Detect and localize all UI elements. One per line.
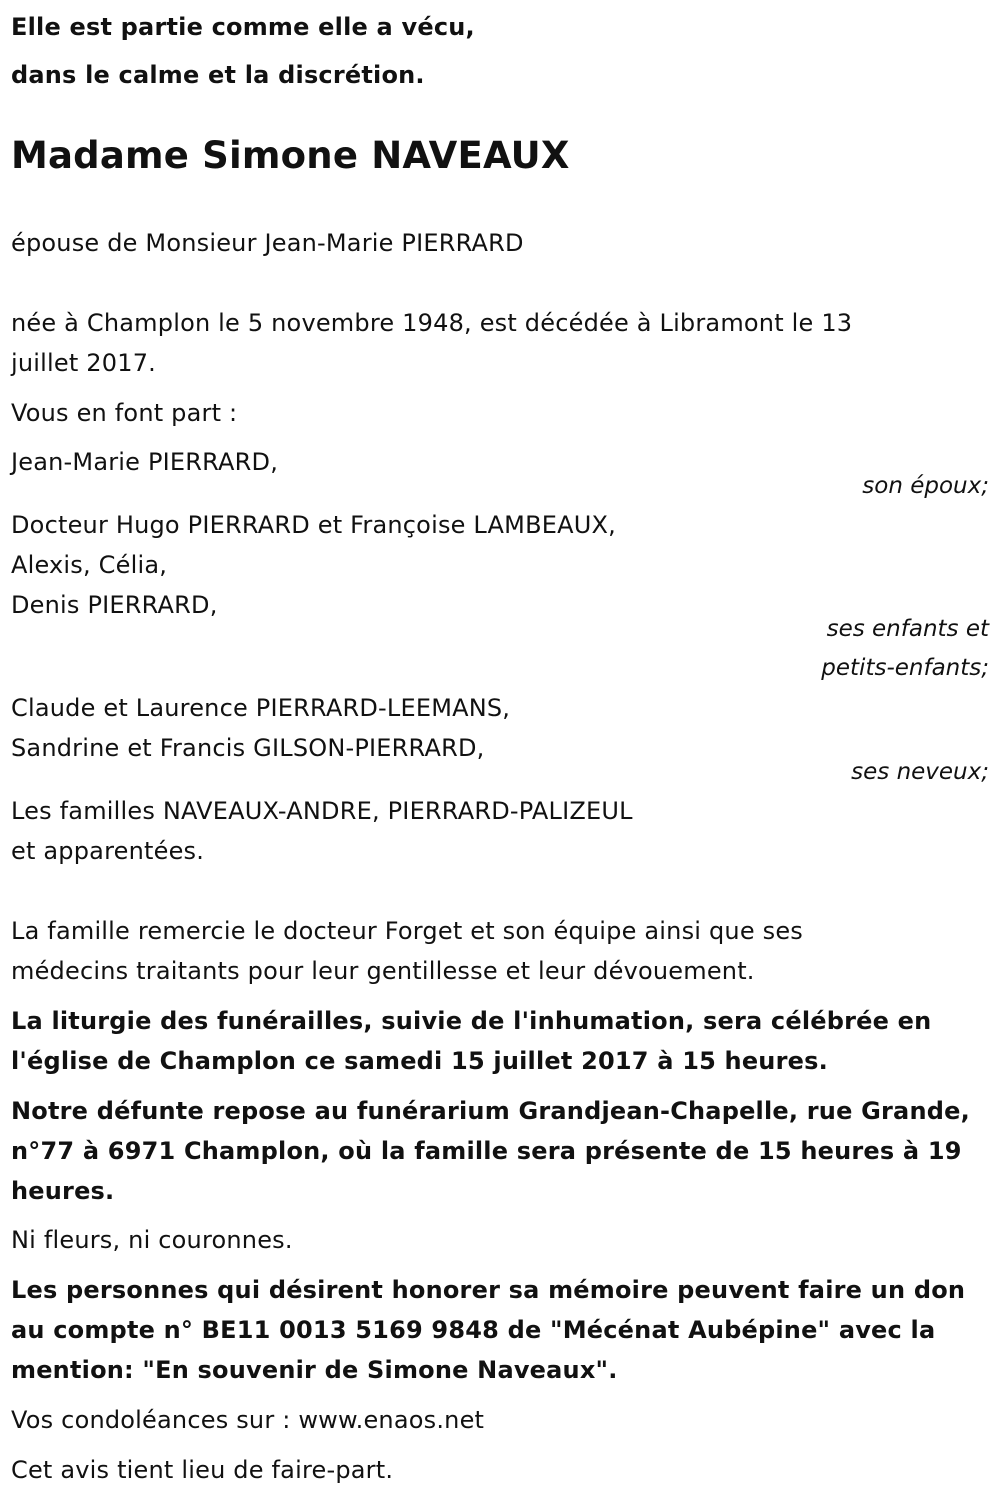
thanks-line-1: La famille remercie le docteur Forget et son équipe ainsi que ses [11,917,804,945]
family-relation: ses enfants et [826,616,989,642]
family-relation: son époux; [862,473,989,499]
family-name-line: Docteur Hugo PIERRARD et Françoise LAMBEAUX, [11,511,616,539]
family-name-line: Denis PIERRARD, [11,591,218,619]
spouse-line: épouse de Monsieur Jean-Marie PIERRARD [11,229,524,257]
family-relation: petits-enfants; [821,655,989,681]
donation-line-2: au compte n° BE11 0013 5169 9848 de "Mécénat Aubépine" avec la [11,1316,936,1344]
family-name-line: et apparentées. [11,837,205,865]
family-name-line: Sandrine et Francis GILSON-PIERRARD, [11,734,485,762]
family-relation: ses neveux; [851,759,989,785]
liturgy-line-1: La liturgie des funérailles, suivie de l'inhumation, sera célébrée en [11,1007,932,1035]
birth-death-line-2: juillet 2017. [11,349,156,377]
closing-line: Cet avis tient lieu de faire-part. [11,1456,394,1484]
family-name-line: Claude et Laurence PIERRARD-LEEMANS, [11,694,511,722]
repose-line-3: heures. [11,1177,115,1205]
epitaph-line-1: Elle est partie comme elle a vécu, [11,13,475,41]
family-name-line: Les familles NAVEAUX-ANDRE, PIERRARD-PALIZEUL [11,797,633,825]
flowers-note: Ni fleurs, ni couronnes. [11,1226,293,1254]
announcement-intro: Vous en font part : [11,399,238,427]
liturgy-line-2: l'église de Champlon ce samedi 15 juillet 2017 à 15 heures. [11,1047,828,1075]
donation-line-1: Les personnes qui désirent honorer sa mémoire peuvent faire un don [11,1276,966,1304]
epitaph-line-2: dans le calme et la discrétion. [11,61,425,89]
birth-death-line-1: née à Champlon le 5 novembre 1948, est décédée à Libramont le 13 [11,309,853,337]
repose-line-2: n°77 à 6971 Champlon, où la famille sera présente de 15 heures à 19 [11,1137,962,1165]
thanks-line-2: médecins traitants pour leur gentillesse et leur dévouement. [11,957,755,985]
repose-line-1: Notre défunte repose au funérarium Grandjean-Chapelle, rue Grande, [11,1097,970,1125]
family-name-line: Jean-Marie PIERRARD, [11,448,279,476]
deceased-name: Madame Simone NAVEAUX [11,134,570,177]
donation-line-3: mention: "En souvenir de Simone Naveaux". [11,1356,618,1384]
condolences-line: Vos condoléances sur : www.enaos.net [11,1406,485,1434]
family-name-line: Alexis, Célia, [11,551,168,579]
